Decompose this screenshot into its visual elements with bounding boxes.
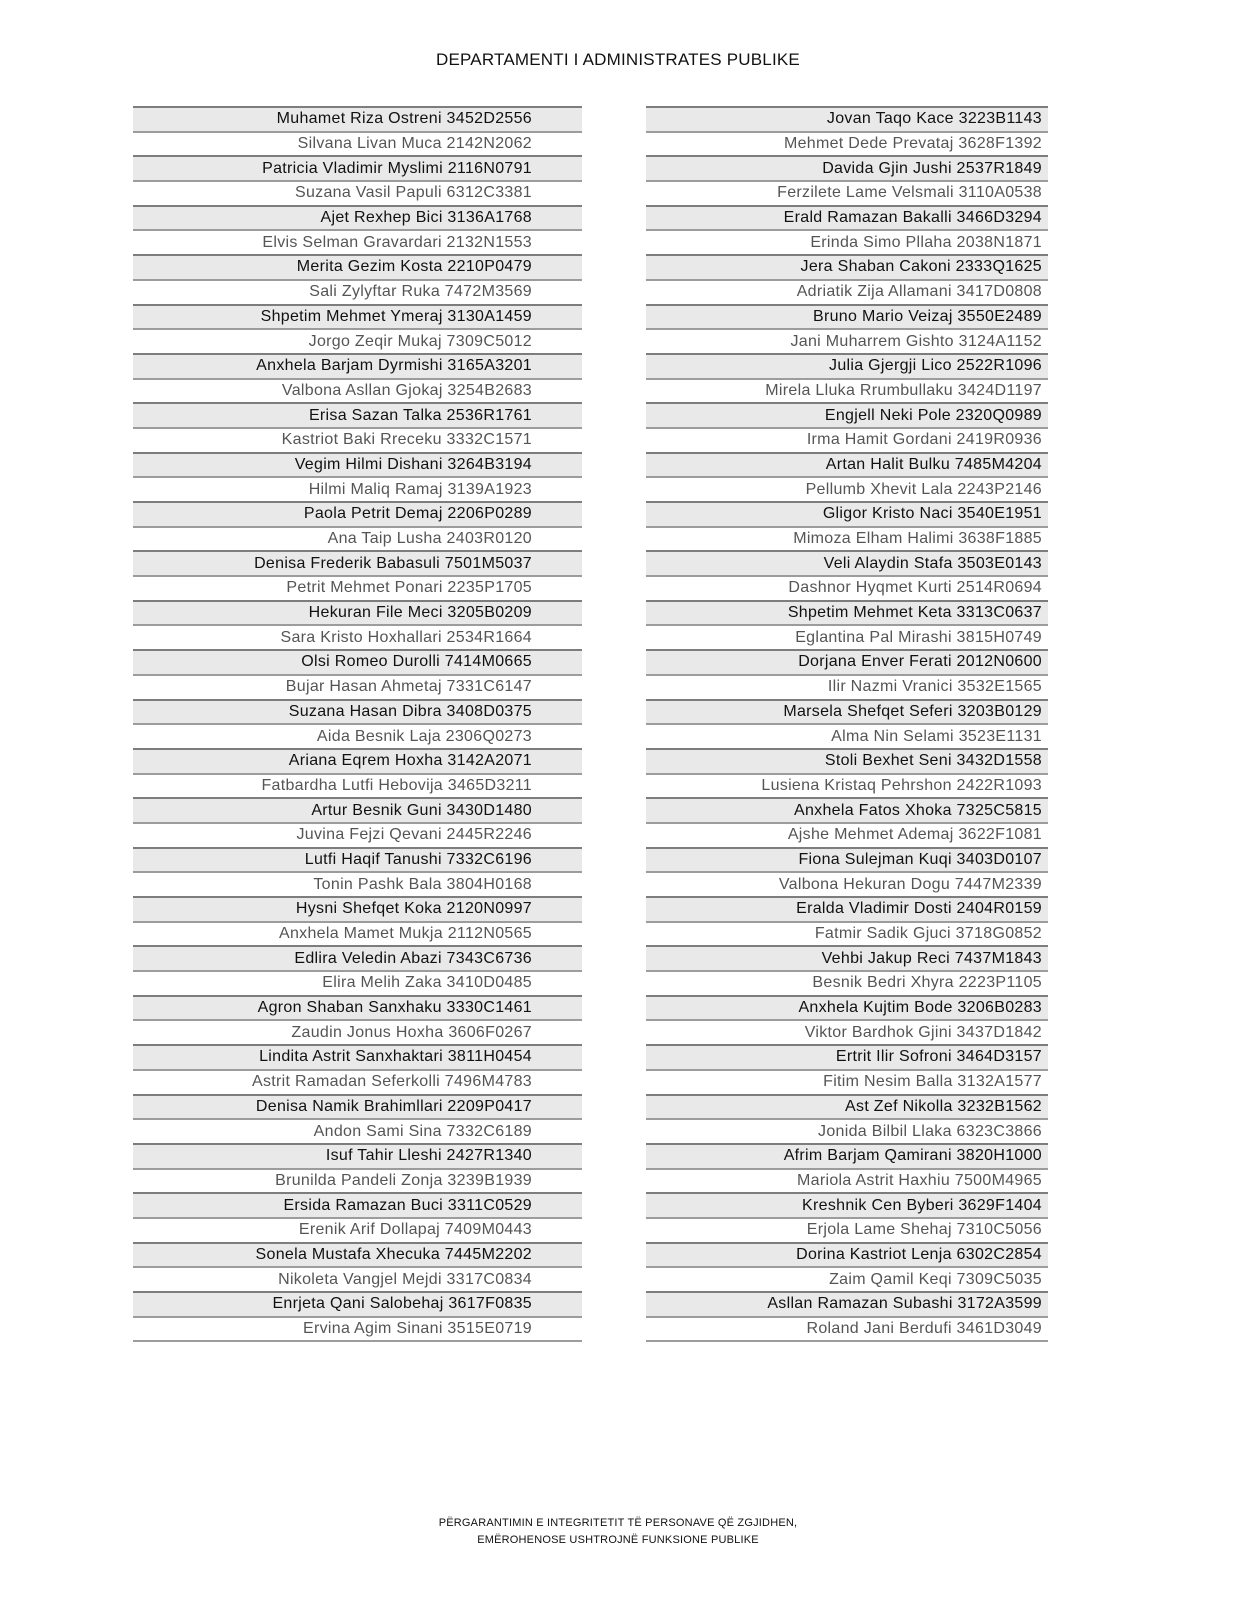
list-end-divider [646,1340,1048,1342]
list-item: Dashnor Hyqmet Kurti 2514R0694 [646,575,1048,600]
list-item: Vegim Hilmi Dishani 3264B3194 [133,452,582,477]
list-item: Veli Alaydin Stafa 3503E0143 [646,550,1048,575]
list-item: Sara Kristo Hoxhallari 2534R1664 [133,624,582,649]
page-title: DEPARTAMENTI I ADMINISTRATES PUBLIKE [436,50,800,69]
list-item: Kastriot Baki Rreceku 3332C1571 [133,427,582,452]
list-item: Denisa Namik Brahimllari 2209P0417 [133,1094,582,1119]
list-item: Irma Hamit Gordani 2419R0936 [646,427,1048,452]
list-item: Fiona Sulejman Kuqi 3403D0107 [646,847,1048,872]
list-item: Brunilda Pandeli Zonja 3239B1939 [133,1168,582,1193]
list-item: Andon Sami Sina 7332C6189 [133,1118,582,1143]
list-item: Anxhela Kujtim Bode 3206B0283 [646,995,1048,1020]
list-item: Sali Zylyftar Ruka 7472M3569 [133,279,582,304]
list-item: Mimoza Elham Halimi 3638F1885 [646,526,1048,551]
list-item: Dorjana Enver Ferati 2012N0600 [646,649,1048,674]
list-item: Vehbi Jakup Reci 7437M1843 [646,945,1048,970]
list-item: Alma Nin Selami 3523E1131 [646,723,1048,748]
list-item: Shpetim Mehmet Keta 3313C0637 [646,600,1048,625]
list-item: Valbona Asllan Gjokaj 3254B2683 [133,378,582,403]
list-item: Davida Gjin Jushi 2537R1849 [646,155,1048,180]
list-item: Nikoleta Vangjel Mejdi 3317C0834 [133,1266,582,1291]
list-item: Sonela Mustafa Xhecuka 7445M2202 [133,1242,582,1267]
list-item: Agron Shaban Sanxhaku 3330C1461 [133,995,582,1020]
list-item: Lutfi Haqif Tanushi 7332C6196 [133,847,582,872]
list-item: Ferzilete Lame Velsmali 3110A0538 [646,180,1048,205]
list-item: Muhamet Riza Ostreni 3452D2556 [133,106,582,131]
list-item: Bujar Hasan Ahmetaj 7331C6147 [133,674,582,699]
list-item: Tonin Pashk Bala 3804H0168 [133,871,582,896]
list-item: Fatmir Sadik Gjuci 3718G0852 [646,921,1048,946]
list-item: Ajet Rexhep Bici 3136A1768 [133,205,582,230]
list-item: Ilir Nazmi Vranici 3532E1565 [646,674,1048,699]
list-item: Erinda Simo Pllaha 2038N1871 [646,229,1048,254]
list-item: Anxhela Mamet Mukja 2112N0565 [133,921,582,946]
left-name-list [133,106,582,1342]
list-item: Julia Gjergji Lico 2522R1096 [646,353,1048,378]
list-item: Shpetim Mehmet Ymeraj 3130A1459 [133,304,582,329]
list-item: Erisa Sazan Talka 2536R1761 [133,402,582,427]
list-item: Paola Petrit Demaj 2206P0289 [133,501,582,526]
list-item: Ervina Agim Sinani 3515E0719 [133,1316,582,1341]
list-item: Aida Besnik Laja 2306Q0273 [133,723,582,748]
list-item: Mehmet Dede Prevataj 3628F1392 [646,131,1048,156]
list-item: Merita Gezim Kosta 2210P0479 [133,254,582,279]
list-item: Artur Besnik Guni 3430D1480 [133,797,582,822]
list-item: Gligor Kristo Naci 3540E1951 [646,501,1048,526]
list-item: Zaim Qamil Keqi 7309C5035 [646,1266,1048,1291]
list-item: Zaudin Jonus Hoxha 3606F0267 [133,1019,582,1044]
list-item: Erald Ramazan Bakalli 3466D3294 [646,205,1048,230]
list-item: Ersida Ramazan Buci 3311C0529 [133,1192,582,1217]
footer-line-2: EMËROHENOSE USHTROJNË FUNKSIONE PUBLIKE [477,1534,759,1546]
footer-line-1: PËRGARANTIMIN E INTEGRITETIT TË PERSONAVE QË ZGJIDHEN, [438,1517,798,1529]
list-item: Stoli Bexhet Seni 3432D1558 [646,748,1048,773]
list-item: Pellumb Xhevit Lala 2243P2146 [646,476,1048,501]
list-item: Dorina Kastriot Lenja 6302C2854 [646,1242,1048,1267]
list-item: Erjola Lame Shehaj 7310C5056 [646,1217,1048,1242]
list-item: Astrit Ramadan Seferkolli 7496M4783 [133,1069,582,1094]
list-item: Ajshe Mehmet Ademaj 3622F1081 [646,822,1048,847]
list-item: Ariana Eqrem Hoxha 3142A2071 [133,748,582,773]
list-item: Jani Muharrem Gishto 3124A1152 [646,328,1048,353]
list-item: Bruno Mario Veizaj 3550E2489 [646,304,1048,329]
list-item: Suzana Hasan Dibra 3408D0375 [133,699,582,724]
list-item: Ertrit Ilir Sofroni 3464D3157 [646,1044,1048,1069]
list-item: Hekuran File Meci 3205B0209 [133,600,582,625]
list-item: Artan Halit Bulku 7485M4204 [646,452,1048,477]
list-item: Petrit Mehmet Ponari 2235P1705 [133,575,582,600]
list-item: Patricia Vladimir Myslimi 2116N0791 [133,155,582,180]
list-item: Fatbardha Lutfi Hebovija 3465D3211 [133,773,582,798]
list-item: Suzana Vasil Papuli 6312C3381 [133,180,582,205]
list-item: Elvis Selman Gravardari 2132N1553 [133,229,582,254]
list-item: Marsela Shefqet Seferi 3203B0129 [646,699,1048,724]
list-item: Juvina Fejzi Qevani 2445R2246 [133,822,582,847]
list-item: Fitim Nesim Balla 3132A1577 [646,1069,1048,1094]
list-item: Mariola Astrit Haxhiu 7500M4965 [646,1168,1048,1193]
list-end-divider [133,1340,582,1342]
list-item: Hysni Shefqet Koka 2120N0997 [133,896,582,921]
list-item: Kreshnik Cen Byberi 3629F1404 [646,1192,1048,1217]
list-item: Eglantina Pal Mirashi 3815H0749 [646,624,1048,649]
footer [0,1515,1236,1549]
list-item: Lindita Astrit Sanxhaktari 3811H0454 [133,1044,582,1069]
list-item: Elira Melih Zaka 3410D0485 [133,970,582,995]
list-item: Anxhela Fatos Xhoka 7325C5815 [646,797,1048,822]
list-item: Ast Zef Nikolla 3232B1562 [646,1094,1048,1119]
list-item: Anxhela Barjam Dyrmishi 3165A3201 [133,353,582,378]
right-name-list [646,106,1048,1342]
list-item: Jovan Taqo Kace 3223B1143 [646,106,1048,131]
list-item: Hilmi Maliq Ramaj 3139A1923 [133,476,582,501]
list-item: Engjell Neki Pole 2320Q0989 [646,402,1048,427]
list-item: Denisa Frederik Babasuli 7501M5037 [133,550,582,575]
list-item: Jorgo Zeqir Mukaj 7309C5012 [133,328,582,353]
list-item: Silvana Livan Muca 2142N2062 [133,131,582,156]
list-item: Besnik Bedri Xhyra 2223P1105 [646,970,1048,995]
list-item: Lusiena Kristaq Pehrshon 2422R1093 [646,773,1048,798]
list-item: Eralda Vladimir Dosti 2404R0159 [646,896,1048,921]
list-item: Roland Jani Berdufi 3461D3049 [646,1316,1048,1341]
list-item: Olsi Romeo Durolli 7414M0665 [133,649,582,674]
list-item: Valbona Hekuran Dogu 7447M2339 [646,871,1048,896]
list-item: Erenik Arif Dollapaj 7409M0443 [133,1217,582,1242]
list-item: Isuf Tahir Lleshi 2427R1340 [133,1143,582,1168]
list-item: Edlira Veledin Abazi 7343C6736 [133,945,582,970]
list-item: Afrim Barjam Qamirani 3820H1000 [646,1143,1048,1168]
list-item: Adriatik Zija Allamani 3417D0808 [646,279,1048,304]
list-item: Viktor Bardhok Gjini 3437D1842 [646,1019,1048,1044]
list-item: Mirela Lluka Rrumbullaku 3424D1197 [646,378,1048,403]
list-item: Jonida Bilbil Llaka 6323C3866 [646,1118,1048,1143]
list-item: Enrjeta Qani Salobehaj 3617F0835 [133,1291,582,1316]
list-item: Asllan Ramazan Subashi 3172A3599 [646,1291,1048,1316]
list-item: Jera Shaban Cakoni 2333Q1625 [646,254,1048,279]
list-item: Ana Taip Lusha 2403R0120 [133,526,582,551]
